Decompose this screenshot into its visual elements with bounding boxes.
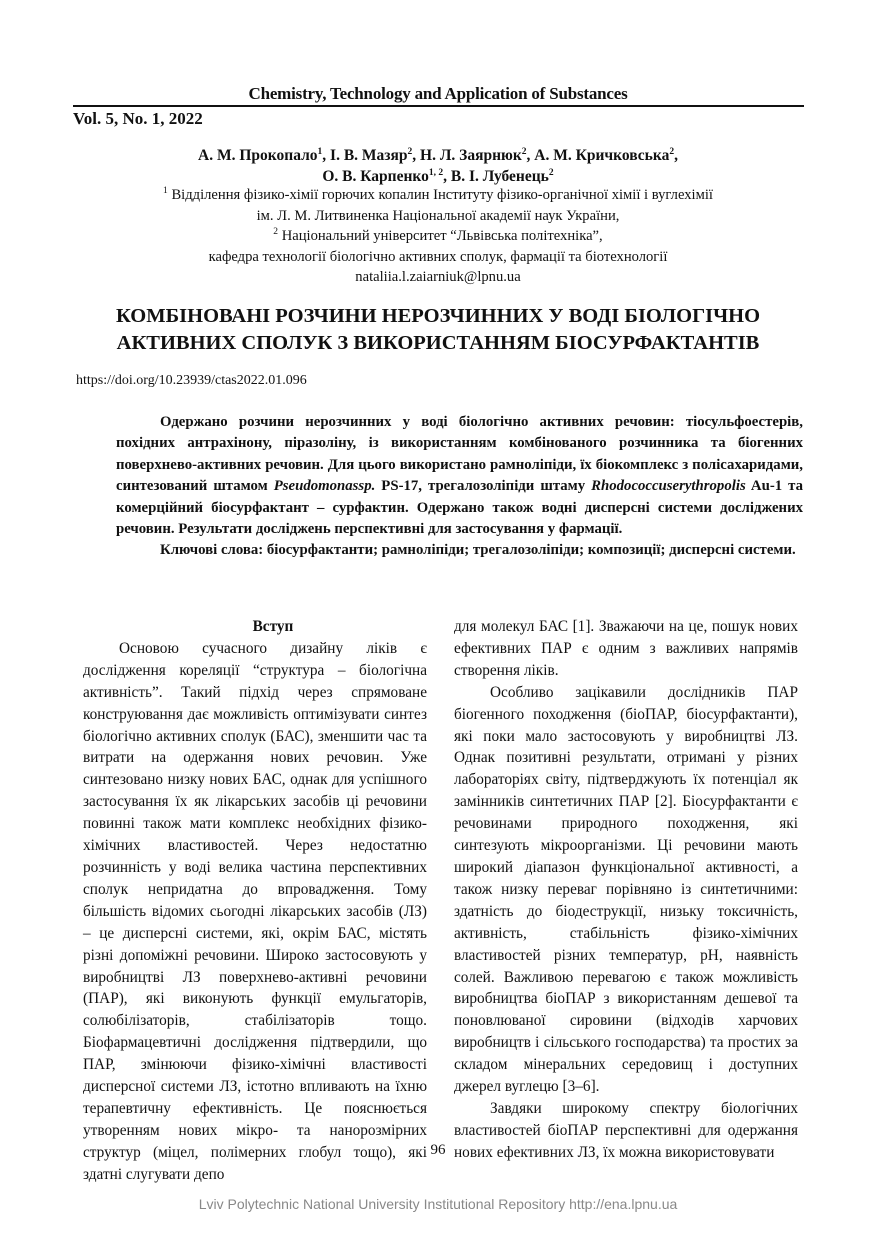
paragraph: Особливо зацікавили дослідників ПАР біогенного походження (біоПАР, біосурфактанти), які поки мало застосовують у виробництві ЛЗ. Однак позитивні результати, отримані у різних лабораторіях світу, підтверджують їх потенціал як замінників синтетичних ПАР [2]. Біосурфактанти є речовинами природного походження, які синтезують мікроорганізми. Ці речовини мають широкий діапазон функціональної активності, а також низку переваг порівняно із синтетичними: здатність до біодеструкції, низьку токсичність, активність, стабільність фізико-хімічних властивостей різних температур, pH, наявність солей. Важливою перевагою є також можливість виробництва біоПАР з використанням дешевої та поновлюваної сировини (відходів харчових виробництв і сільського господарства) та простих за складом мінеральних середовищ і доступних джерел вуглецю [3–6].	[454, 683, 798, 1096]
author-line-2	[73, 166, 803, 187]
volume-issue: Vol. 5, No. 1, 2022	[73, 109, 203, 128]
author: Н. Л. Заярнюк$^2$,	[420, 147, 535, 164]
affiliations	[73, 185, 803, 288]
journal-title: Chemistry, Technology and Application of Substances	[248, 84, 628, 103]
abstract	[116, 412, 803, 562]
paper-title: КОМБІНОВАНІ РОЗЧИНИ НЕРОЗЧИННИХ У ВОДІ БІОЛОГІЧНО АКТИВНИХ СПОЛУК З ВИКОРИСТАННЯМ БІОСУРФАКТАНТІВ	[115, 305, 761, 354]
paragraph: Завдяки широкому спектру біологічних властивостей біоПАР перспективні для одержання нових ефективних ЛЗ, їх можна використовувати	[454, 1099, 798, 1161]
body-column-left	[83, 616, 427, 1186]
doi-link[interactable]: https://doi.org/10.23939/ctas2022.01.096	[76, 373, 307, 388]
author: А. М. Прокопало$^1$,	[198, 147, 331, 164]
page-number: 96	[430, 1142, 446, 1158]
paragraph: Основою сучасного дизайну ліків є дослідження кореляції “структура – біологічна активність”. Такий підхід через спрямоване конструювання дає можливість оптимізувати синтез біологічно активних сполук (БАС), зменшити час та витрати на одержання нових речовин. Уже синтезовано низку нових БАС, однак для успішного застосування їх як лікарських засобів ці речовини повинні також мати комплекс необхідних фізико-хімічних властивостей. Через недостатню розчинність у воді велика частина перспективних сполук непридатна до впровадження. Тому більшість відомих сьогодні лікарських засобів (ЛЗ) – це дисперсні системи, які, окрім БАС, містять різні допоміжні речовини. Широко застосовують у виробництві ЛЗ поверхнево-активні речовини (ПАР), які виконують функції емульгаторів, солюбілізаторів, стабілізаторів тощо. Біофармацевтичні дослідження підтвердили, що ПАР, змінюючи фізико-хімічні властивості дисперсної системи ЛЗ, істотно впливають на їхню терапевтичну ефективність. Це пояснюється утворенням нових мікро- та нанорозмірних структур (міцел, полімерних глобул тощо), які здатні слугувати депо	[83, 639, 427, 1183]
contact-email[interactable]: nataliia.l.zaiarniuk@lpnu.ua	[355, 269, 521, 286]
affiliation-2: $^2$ Національний університет “Львівська політехніка”,	[273, 227, 603, 245]
abstract-text: Одержано розчини нерозчинних у воді біологічно активних речовин: тіосульфоестерів, похідних антрахінону, піразоліну, із використанням комбінованого розчинника та біогенних поверхнево-активних речовин. Для цього використано рамноліпіди, їх біокомплекс з полісахаридами, синтезований штамом Pseudomonassp. PS-17, трегалозоліпіди штаму Rhodococcuserythropolis Au-1 та комерційний біосурфактант – сурфактин. Одержано також водні дисперсні системи досліджених речовин. Результати досліджень перспективні для застосування у фармації.	[116, 414, 804, 538]
paragraph: для молекул БАС [1]. Зважаючи на це, пошук нових ефективних ПАР є одним з важливих напрямів створення ліків.	[454, 618, 798, 679]
affiliation-2-cont: кафедра технології біологічно активних сполук, фармації та біотехнології	[208, 248, 668, 265]
species-name: Rhodococcuserythropolis	[591, 478, 746, 495]
author: В. І. Лубенець$^2$	[450, 168, 554, 185]
body-column-right	[454, 616, 798, 1164]
author: А. М. Кричковська$^2$,	[534, 147, 678, 164]
author: О. В. Карпенко$^{1, 2}$,	[322, 168, 451, 185]
species-name: Pseudomonassp.	[273, 478, 376, 495]
affiliation-1-cont: ім. Л. М. Литвиненка Національної академії наук України,	[256, 207, 620, 224]
author-line-1	[73, 145, 803, 166]
section-heading: Вступ	[252, 618, 294, 635]
author: І. В. Мазяр$^2$,	[330, 147, 421, 164]
author-list	[73, 145, 803, 187]
repository-footer: Lviv Polytechnic National University Institutional Repository http://ena.lpnu.ua	[198, 1196, 678, 1212]
keywords: Ключові слова: біосурфактанти; рамноліпіди; трегалозоліпіди; композиції; дисперсні системи.	[160, 542, 796, 559]
affiliation-1: $^1$ Відділення фізико-хімії горючих копалин Інституту фізико-органічної хімії і вуглехімії	[163, 186, 713, 203]
header-rule	[73, 105, 804, 107]
